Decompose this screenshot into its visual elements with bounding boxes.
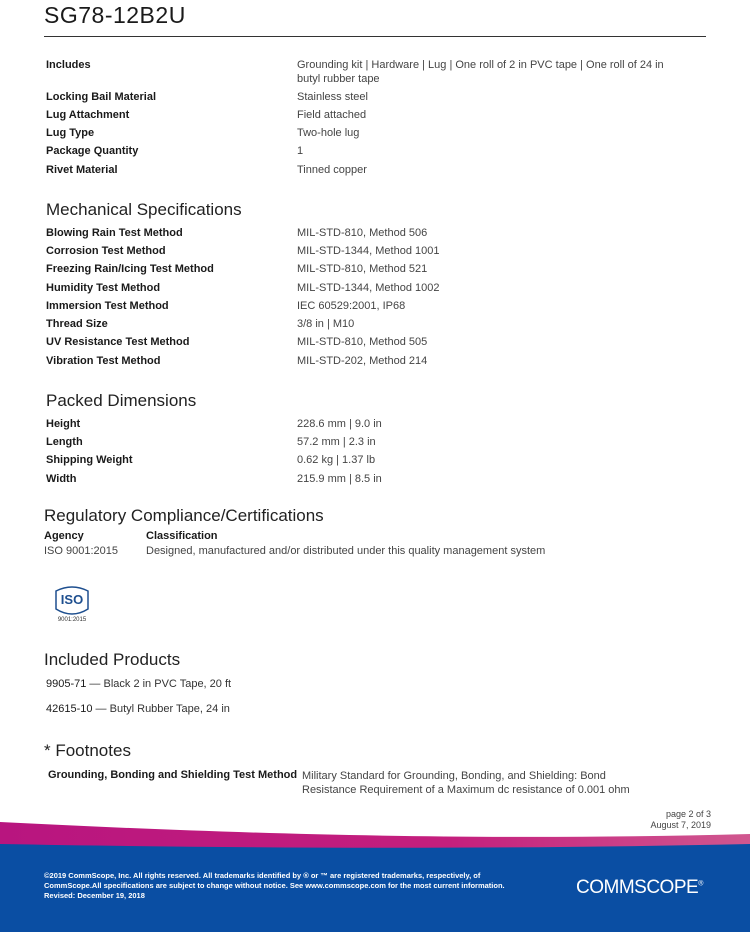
regulatory-heading: Regulatory Compliance/Certifications (44, 506, 324, 525)
spec-label: Freezing Rain/Icing Test Method (46, 263, 214, 275)
spec-label: Corrosion Test Method (46, 245, 166, 257)
spec-value: 57.2 mm | 2.3 in (297, 436, 376, 448)
spec-label: Locking Bail Material (46, 91, 157, 103)
document-title: SG78-12B2U (44, 2, 186, 28)
iso-certification-badge (52, 585, 92, 623)
spec-value: Stainless steel (297, 91, 368, 103)
logo-registered-mark: ® (698, 880, 703, 888)
mechanical-specifications-heading: Mechanical Specifications (46, 200, 242, 219)
spec-value: 0.62 kg | 1.37 lb (297, 454, 376, 466)
product-description: — Butyl Rubber Tape, 24 in (92, 703, 230, 715)
agency-value: ISO 9001:2015 (44, 545, 119, 557)
product-code: 9905-71 (46, 678, 87, 690)
spec-value: 1 (297, 145, 304, 157)
spec-value: MIL-STD-810, Method 505 (297, 336, 428, 348)
title-divider (44, 36, 706, 37)
spec-value: 3/8 in | M10 (297, 318, 355, 330)
footnote-text: Military Standard for Grounding, Bonding, and Shielding: Bond Resistance Requirement of a Maximum dc resistance of 0.001 ohm (302, 770, 630, 796)
spec-label: Blowing Rain Test Method (46, 227, 183, 239)
spec-value: MIL-STD-810, Method 521 (297, 263, 428, 275)
included-product-item (46, 678, 231, 690)
spec-label: Height (46, 418, 81, 430)
spec-label: Lug Attachment (46, 109, 130, 121)
page-number: page 2 of 3 (665, 809, 711, 819)
classification-value: Designed, manufactured and/or distributed under this quality management system (146, 545, 546, 557)
commscope-logo (576, 877, 703, 899)
spec-value: Tinned copper (297, 164, 367, 176)
spec-label: Immersion Test Method (46, 300, 169, 312)
spec-label: Package Quantity (46, 145, 139, 157)
spec-label: Shipping Weight (46, 454, 133, 466)
spec-label: Includes (46, 59, 91, 71)
spec-label: Humidity Test Method (46, 282, 161, 294)
spec-label: Thread Size (46, 318, 108, 330)
spec-value: IEC 60529:2001, IP68 (297, 300, 406, 312)
classification-column-header: Classification (146, 530, 218, 542)
logo-text: COMMSCOPE (576, 877, 699, 898)
spec-value: Two-hole lug (297, 127, 360, 139)
included-product-item (46, 703, 230, 715)
spec-value: MIL-STD-1344, Method 1001 (297, 245, 440, 257)
spec-label: Width (46, 473, 77, 485)
footer-copyright: ©2019 CommScope, Inc. All rights reserved. All trademarks identified by ® or ™ are registered trademarks, respectively, of CommScope.All specifications are subject to change without notice. See www.commscope.com for the most current information. Revised: December 19, 2018 (44, 871, 505, 900)
agency-column-header: Agency (44, 530, 84, 542)
page-date: August 7, 2019 (650, 820, 711, 830)
product-description: — Black 2 in PVC Tape, 20 ft (86, 678, 232, 690)
included-products-heading: Included Products (44, 650, 181, 669)
spec-label: Lug Type (46, 127, 95, 139)
product-code: 42615-10 (46, 703, 93, 715)
spec-label: Length (46, 436, 83, 448)
spec-value: Field attached (297, 109, 367, 121)
spec-value: MIL-STD-1344, Method 1002 (297, 282, 440, 294)
spec-value: 215.9 mm | 8.5 in (297, 473, 382, 485)
spec-label: UV Resistance Test Method (46, 336, 190, 348)
spec-value: 228.6 mm | 9.0 in (297, 418, 382, 430)
spec-value: Grounding kit | Hardware | Lug | One roll of 2 in PVC tape | One roll of 24 in butyl rubber tape (297, 59, 664, 85)
spec-value: MIL-STD-202, Method 214 (297, 355, 428, 367)
footnote-label: Grounding, Bonding and Shielding Test Method (48, 769, 298, 781)
spec-value: MIL-STD-810, Method 506 (297, 227, 428, 239)
spec-label: Vibration Test Method (46, 355, 161, 367)
iso-badge-subtext: 9001:2015 (57, 617, 87, 623)
iso-badge-text: ISO (60, 592, 84, 607)
footnotes-heading: * Footnotes (44, 741, 131, 760)
spec-label: Rivet Material (46, 164, 118, 176)
packed-dimensions-heading: Packed Dimensions (46, 391, 197, 410)
